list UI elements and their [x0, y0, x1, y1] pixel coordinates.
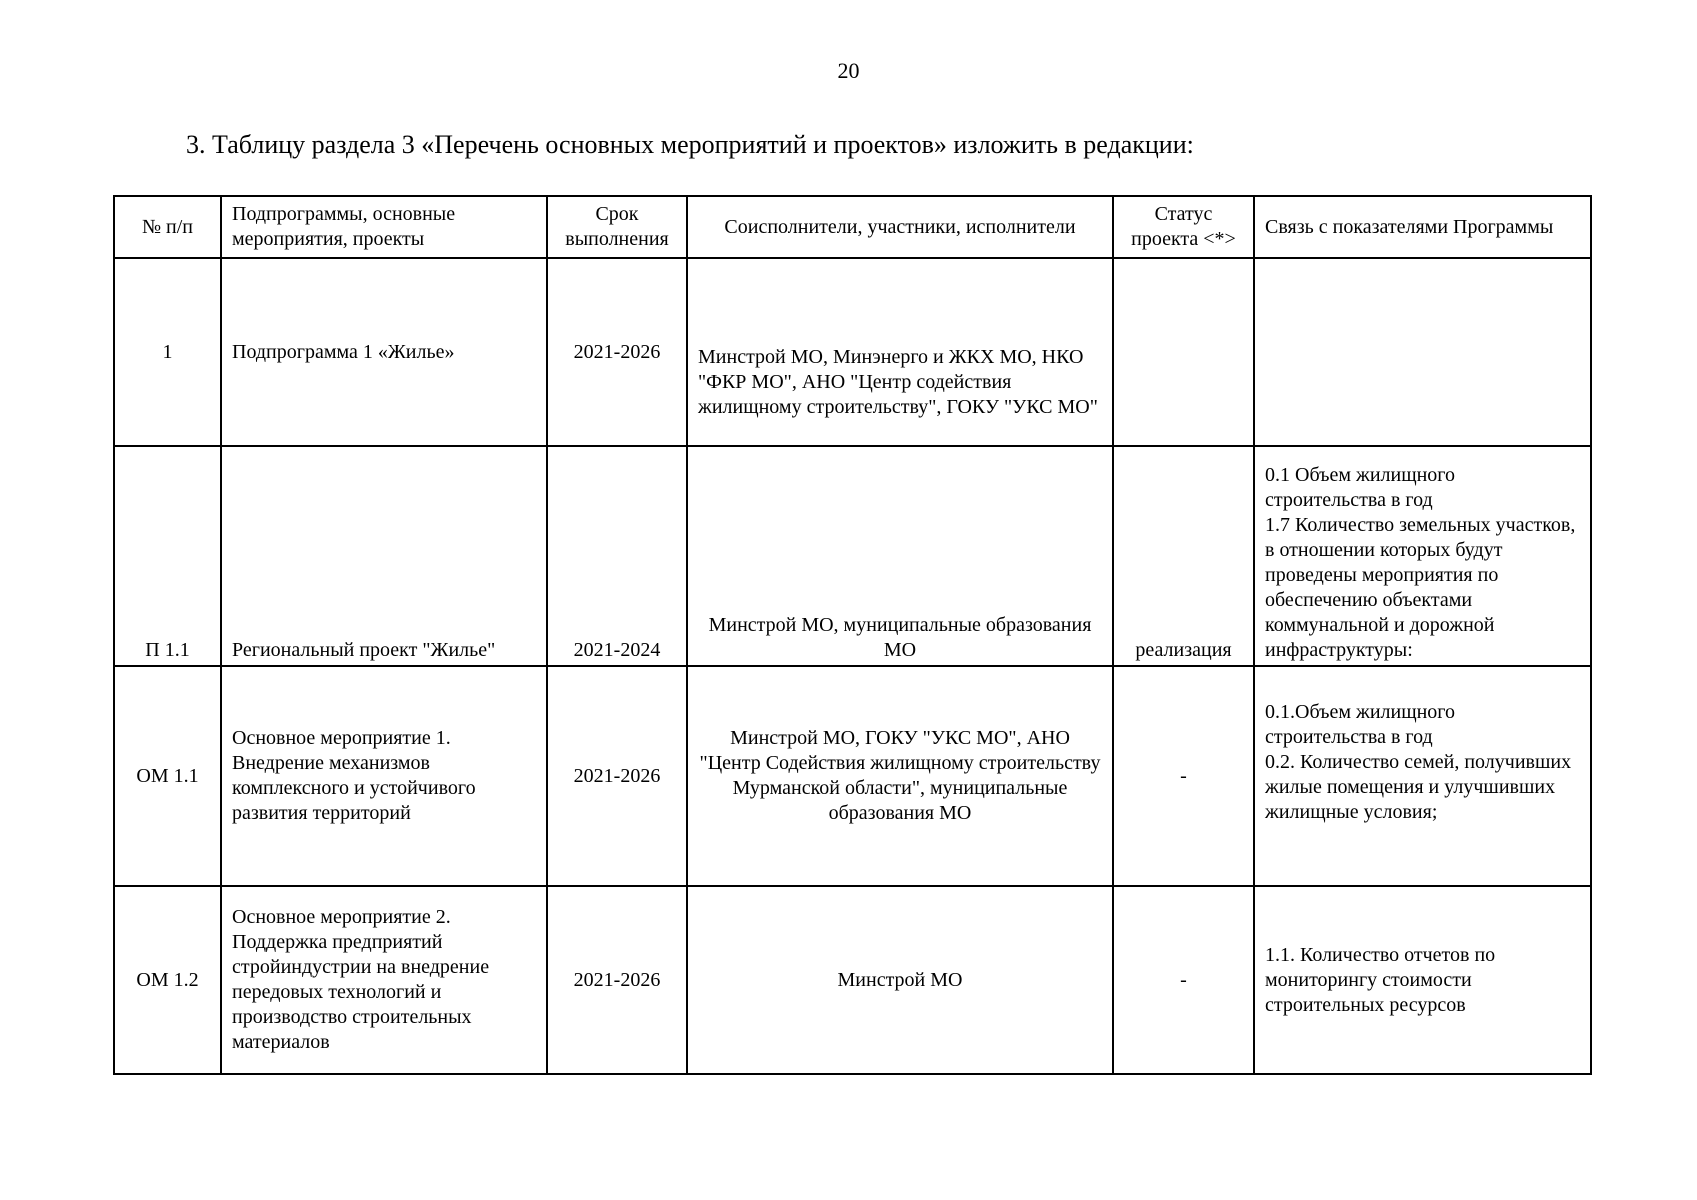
cell-term: 2021-2024	[547, 446, 687, 666]
cell-status: реализация	[1113, 446, 1254, 666]
cell-name: Подпрограмма 1 «Жилье»	[221, 258, 547, 446]
header-executors: Соисполнители, участники, исполнители	[687, 196, 1113, 258]
cell-term: 2021-2026	[547, 886, 687, 1074]
table-row	[114, 446, 1591, 666]
table-row	[114, 886, 1591, 1074]
cell-name: Основное мероприятие 1. Внедрение механизмов комплексного и устойчивого развития территорий	[221, 666, 547, 886]
cell-term: 2021-2026	[547, 666, 687, 886]
table-header-row	[114, 196, 1591, 258]
cell-num: П 1.1	[114, 446, 221, 666]
cell-executors: Минстрой МО	[687, 886, 1113, 1074]
page-number: 20	[837, 58, 860, 83]
cell-indicators: 0.1.Объем жилищного строительства в год 0.2. Количество семей, получивших жилые помещения и улучшивших жилищные условия;	[1254, 666, 1591, 886]
cell-status: -	[1113, 666, 1254, 886]
cell-num: 1	[114, 258, 221, 446]
cell-num: ОМ 1.2	[114, 886, 221, 1074]
cell-indicators: 1.1. Количество отчетов по мониторингу стоимости строительных ресурсов	[1254, 886, 1591, 1074]
cell-executors: Минстрой МО, Минэнерго и ЖКХ МО, НКО "ФКР МО", АНО "Центр содействия жилищному строительству", ГОКУ "УКС МО"	[687, 258, 1113, 446]
header-indicators: Связь с показателями Программы	[1254, 196, 1591, 258]
cell-name: Основное мероприятие 2. Поддержка предприятий стройиндустрии на внедрение передовых технологий и производство строительных материалов	[221, 886, 547, 1074]
header-name: Подпрограммы, основные мероприятия, проекты	[221, 196, 547, 258]
cell-indicators	[1254, 258, 1591, 446]
cell-executors: Минстрой МО, ГОКУ "УКС МО", АНО "Центр Содействия жилищному строительству Мурманской области", муниципальные образования МО	[687, 666, 1113, 886]
table-row	[114, 666, 1591, 886]
cell-status: -	[1113, 886, 1254, 1074]
cell-executors: Минстрой МО, муниципальные образования МО	[687, 446, 1113, 666]
header-status: Статус проекта <*>	[1113, 196, 1254, 258]
section-heading: 3. Таблицу раздела 3 «Перечень основных мероприятий и проектов» изложить в редакции:	[186, 130, 1194, 159]
cell-name: Региональный проект "Жилье"	[221, 446, 547, 666]
table-row	[114, 258, 1591, 446]
cell-term: 2021-2026	[547, 258, 687, 446]
cell-indicators: 0.1 Объем жилищного строительства в год 1.7 Количество земельных участков, в отношении которых будут проведены мероприятия по обеспечению объектами коммунальной и дорожной инфраструктуры:	[1254, 446, 1591, 666]
header-term: Срок выполнения	[547, 196, 687, 258]
header-num: № п/п	[114, 196, 221, 258]
cell-status	[1113, 258, 1254, 446]
measures-table	[113, 195, 1592, 1075]
cell-num: ОМ 1.1	[114, 666, 221, 886]
